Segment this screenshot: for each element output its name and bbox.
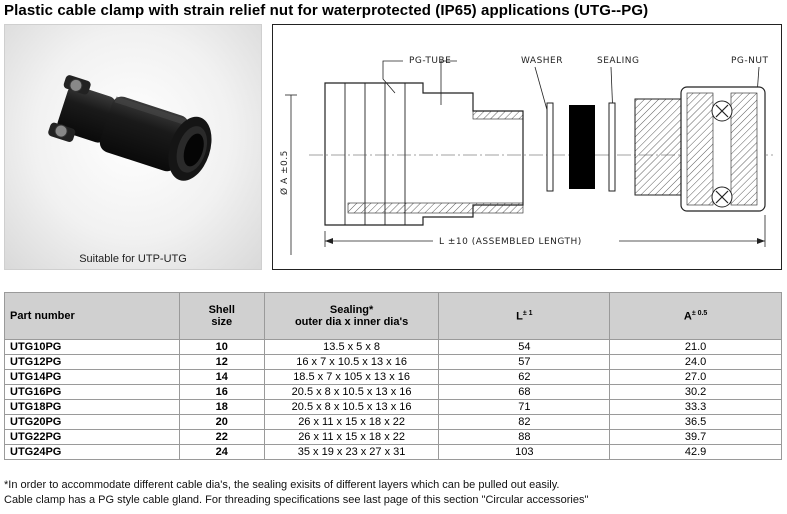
cell-length: 62	[439, 370, 610, 385]
cell-shell-size: 22	[179, 430, 264, 445]
cell-shell-size: 16	[179, 385, 264, 400]
header-part-number: Part number	[5, 293, 180, 340]
table-row	[5, 400, 782, 415]
cell-part-number: UTG14PG	[5, 370, 180, 385]
header-sealing-line2: outer dia x inner dia's	[294, 316, 409, 328]
cell-length: 82	[439, 415, 610, 430]
cell-part-number: UTG24PG	[5, 445, 180, 460]
cell-length: 57	[439, 355, 610, 370]
label-dimension-a: Ø A ±0.5	[280, 150, 290, 195]
cell-part-number: UTG22PG	[5, 430, 180, 445]
cell-part-number: UTG18PG	[5, 400, 180, 415]
cell-sealing: 35 x 19 x 23 x 27 x 31	[264, 445, 439, 460]
cell-part-number: UTG12PG	[5, 355, 180, 370]
table-row	[5, 355, 782, 370]
header-shell-line2: size	[211, 316, 233, 328]
cell-sealing: 16 x 7 x 10.5 x 13 x 16	[264, 355, 439, 370]
cable-clamp-image	[5, 25, 263, 245]
cell-shell-size: 24	[179, 445, 264, 460]
cell-shell-size: 10	[179, 340, 264, 355]
table-row	[5, 445, 782, 460]
table-header-row	[5, 293, 782, 340]
footnote-threading: Cable clamp has a PG style cable gland. For threading specifications see last page of this section "Circular accessories"	[4, 494, 589, 506]
cell-shell-size: 20	[179, 415, 264, 430]
header-a	[610, 293, 782, 340]
footnote-sealing: *In order to accommodate different cable dia's, the sealing exisits of different layers which can be pulled out easily.	[4, 479, 560, 491]
cell-a: 33.3	[610, 400, 782, 415]
cell-a: 24.0	[610, 355, 782, 370]
cell-sealing: 26 x 11 x 15 x 18 x 22	[264, 430, 439, 445]
header-l-tolerance: ± 1	[522, 309, 533, 317]
cell-shell-size: 18	[179, 400, 264, 415]
technical-drawing	[272, 24, 782, 270]
label-sealing: SEALING	[597, 56, 640, 66]
header-a-label: A	[683, 310, 692, 323]
specs-table	[4, 292, 782, 460]
label-dimension-l: L ±10 (ASSEMBLED LENGTH)	[439, 237, 582, 247]
cell-sealing: 26 x 11 x 15 x 18 x 22	[264, 415, 439, 430]
cell-a: 36.5	[610, 415, 782, 430]
cell-part-number: UTG10PG	[5, 340, 180, 355]
header-a-tolerance: ± 0.5	[691, 309, 708, 317]
cell-length: 103	[439, 445, 610, 460]
cell-shell-size: 14	[179, 370, 264, 385]
cell-length: 68	[439, 385, 610, 400]
cell-sealing: 13.5 x 5 x 8	[264, 340, 439, 355]
cell-length: 88	[439, 430, 610, 445]
page-title: Plastic cable clamp with strain relief nut for waterprotected (IP65) applications (UTG--PG)	[4, 2, 649, 19]
table-row	[5, 340, 782, 355]
footnotes	[4, 478, 588, 508]
table-row	[5, 370, 782, 385]
label-washer: WASHER	[521, 56, 563, 66]
product-photo	[4, 24, 262, 270]
cell-part-number: UTG20PG	[5, 415, 180, 430]
table-row	[5, 415, 782, 430]
header-sealing	[264, 293, 439, 340]
label-pg-nut: PG-NUT	[731, 56, 769, 66]
cell-a: 39.7	[610, 430, 782, 445]
cell-shell-size: 12	[179, 355, 264, 370]
label-pg-tube: PG-TUBE	[409, 56, 452, 66]
header-l: L	[516, 310, 523, 323]
cell-sealing: 20.5 x 8 x 10.5 x 13 x 16	[264, 400, 439, 415]
cell-a: 30.2	[610, 385, 782, 400]
header-shell-size	[179, 293, 264, 340]
header-length	[439, 293, 610, 340]
cell-length: 54	[439, 340, 610, 355]
cell-sealing: 20.5 x 8 x 10.5 x 13 x 16	[264, 385, 439, 400]
header-sealing-line1: Sealing*	[329, 304, 374, 316]
cell-a: 21.0	[610, 340, 782, 355]
cell-a: 27.0	[610, 370, 782, 385]
header-shell-line1: Shell	[208, 304, 235, 316]
table-row	[5, 385, 782, 400]
cell-length: 71	[439, 400, 610, 415]
table-row	[5, 430, 782, 445]
cell-sealing: 18.5 x 7 x 105 x 13 x 16	[264, 370, 439, 385]
cell-a: 42.9	[610, 445, 782, 460]
photo-caption: Suitable for UTP-UTG	[79, 253, 187, 265]
cell-part-number: UTG16PG	[5, 385, 180, 400]
